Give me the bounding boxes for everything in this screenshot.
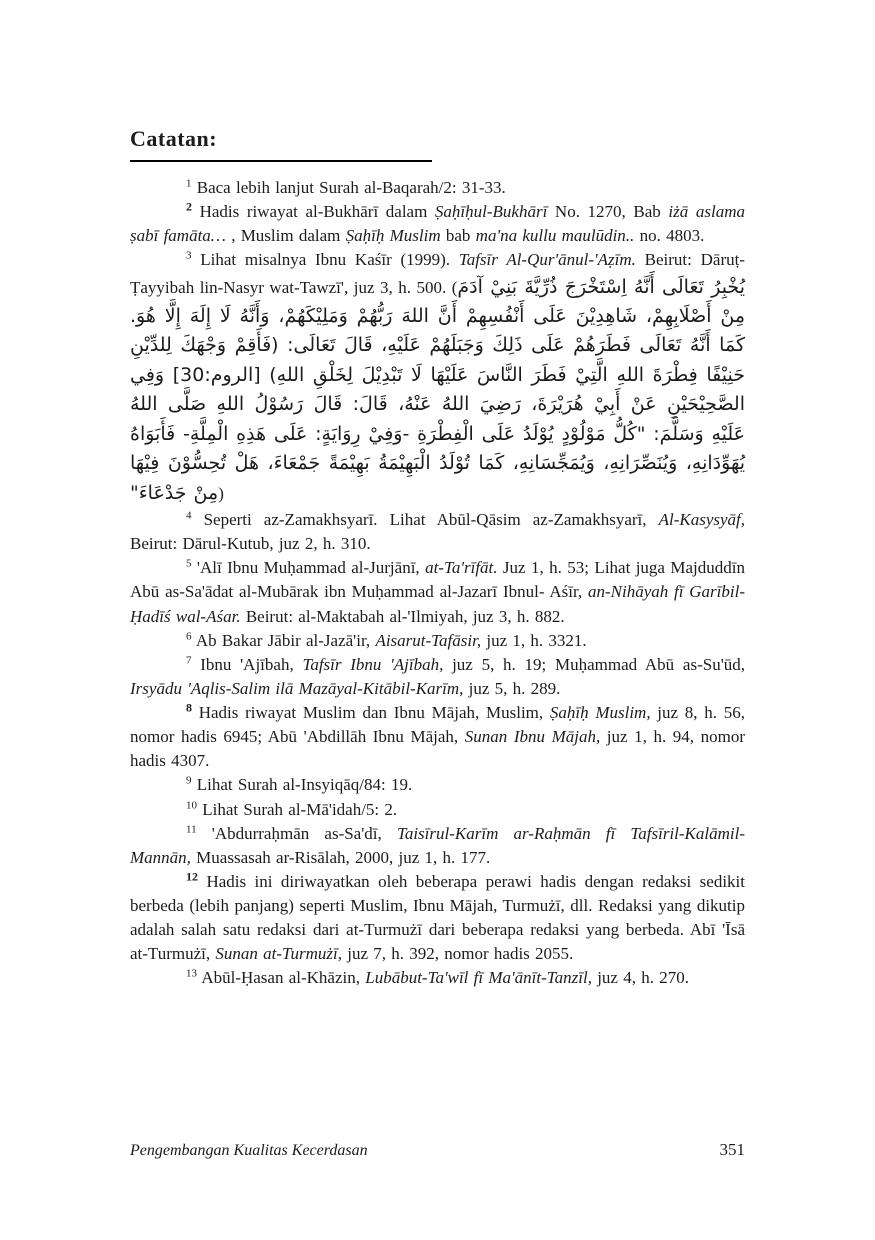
note-text: juz 8, h. 56, nomor hadis 6945; Abū 'Abdillāh Ibnu Mājah, (130, 703, 745, 747)
footnote (130, 701, 745, 773)
footnote-number: 5 (186, 557, 192, 570)
note-text: Baca lebih lanjut Surah al-Baqarah/2: 31-33. (196, 178, 506, 197)
note-text: ) (218, 483, 224, 503)
note-text: Beirut: Dārul-Kutub, juz 2, h. 310. (130, 534, 371, 554)
note-italic-text: Sunan Ibnu Mājah, (464, 727, 601, 747)
footer-book-title: Pengembangan Kualitas Kecerdasan (130, 1142, 368, 1159)
footnote (130, 773, 745, 797)
footnote-number: 6 (186, 629, 192, 642)
footnote-number: 1 (186, 177, 192, 190)
arabic-quotation: يُخْبِرُ تَعَالَى أَنَّهُ اِسْتَخْرَجَ ذُرِّيَّةَ بَنِيْ آدَمَ مِنْ أَصْلَابِهِمْ، شَاهِدِيْنَ عَلَى أَنْفُسِهِمْ أَنَّ اللهَ رَبُّهُمْ وَمَلِيْكَهُمْ، وَأَنَّهُ لَا إِلَهَ إِلَّا هُوَ. كَمَا أَنَّهُ تَعَالَى فَطَرَهُمْ عَلَى ذَلِكَ وَجَبَلَهُمْ عَلَيْهِ، قَالَ تَعَالَى: (فَأَقِمْ وَجْهَكَ لِلدِّيْنِ حَنِيْفًا فِطْرَةَ اللهِ الَّتِيْ فَطَرَ النَّاسَ عَلَيْهَا لَا تَبْدِيْلَ لِخَلْقِ اللهِ) [الروم:30] وَفِي الصَّحِيْحَيْنِ عَنْ أَبِيْ هُرَيْرَةَ، رَضِيَ اللهُ عَنْهُ، قَالَ: قَالَ رَسُوْلُ اللهِ صَلَّى اللهُ عَلَيْهِ وَسَلَّمَ: "كُلُّ مَوْلُوْدٍ يُوْلَدُ عَلَى الْفِطْرَةِ -وَفِيْ رِوَايَةٍ: عَلَى هَذِهِ الْمِلَّةِ- فَأَبَوَاهُ يُهَوِّدَانِهِ، وَيُنَصِّرَانِهِ، وَيُمَجِّسَانِهِ، كَمَا تُوْلَدُ الْبَهِيْمَةُ بَهِيْمَةً جَمْعَاءَ، هَلْ تُحِسُّوْنَ فِيْهَا مِنْ جَدْعَاءَ" (130, 275, 745, 504)
note-text: Hadis riwayat al-Bukhārī dalam (199, 202, 435, 222)
note-italic-text: Tafsīr Al-Qur'ānul-'Aẓīm. (458, 250, 636, 270)
footnote-number: 13 (186, 967, 197, 980)
note-italic-text: Ṣaḥīḥul-Bukhārī (434, 202, 548, 222)
footnote (130, 798, 745, 822)
footnote-number: 12 (186, 869, 198, 884)
note-text: no. 4803. (634, 226, 705, 246)
footnote (130, 629, 745, 653)
footnote-number: 9 (186, 774, 192, 787)
note-italic-text: an-Nihāyah fī Garībil-Ḥadīś wal-Aśar. (130, 582, 745, 626)
page-title: Catatan: (130, 126, 218, 151)
note-text: Hadis riwayat Muslim dan Ibnu Mājah, Muslim, (198, 703, 550, 722)
note-text: Lihat Surah al-Mā'idah/5: 2. (202, 799, 398, 819)
footnote-number: 11 (186, 822, 197, 835)
note-text: Ibnu 'Ajībah, (200, 654, 303, 674)
note-italic-text: iżā aslama ṣabī famāta… (130, 202, 745, 246)
footnote (130, 248, 745, 508)
notes-list (130, 176, 745, 991)
footnote (130, 822, 745, 870)
note-text: bab (440, 226, 476, 246)
title-rule (130, 160, 432, 162)
note-text: Beirut: al-Maktabah al-'Ilmiyah, juz 3, h. 882. (240, 606, 565, 626)
note-text: Lihat Surah al-Insyiqāq/84: 19. (196, 775, 413, 795)
footnote (130, 966, 745, 990)
note-text: Juz 1, h. 53; Lihat juga Majduddīn Abū as-Sa'ādat al-Mubārak ibn Muḥammad al-Jazarī Ibnul- Aśīr, (130, 558, 745, 602)
note-italic-text: ma'na kullu maulūdin.. (475, 226, 635, 246)
note-italic-text: Irsyādu 'Aqlis-Salim ilā Mazāyal-Kitābil-Karīm, (130, 678, 464, 698)
footer (130, 1140, 745, 1160)
note-text: Lihat misalnya Ibnu Kaśīr (1999). (200, 250, 459, 270)
note-italic-text: Ṣaḥīḥ Muslim, (549, 703, 651, 722)
note-italic-text: Aisarut-Tafāsir, (375, 630, 482, 650)
note-italic-text: Ṣaḥīḥ Muslim (345, 226, 441, 246)
note-text: juz 1, h. 94, nomor hadis 4307. (130, 727, 746, 771)
note-text: Hadis ini diriwayatkan oleh beberapa perawi hadis dengan redaksi sedikit berbeda (lebih panjang) seperti Muslim, Ibnu Mājah, Turmużī, dll. Redaksi yang dikutip adalah salah satu redaksi dari at-Turmużī dari beberapa redaksi yang berbeda. Abī 'Īsā at-Turmużī, (130, 871, 745, 964)
footnote-number: 2 (186, 199, 192, 214)
footnote (130, 870, 745, 967)
note-text: Muassasah ar-Risālah, 2000, juz 1, h. 177. (190, 847, 491, 867)
note-text: Ab Bakar Jābir al-Jazā'ir, (195, 630, 376, 650)
note-text: , Muslim dalam (225, 226, 346, 246)
footnote (130, 556, 745, 628)
note-text: 'Alī Ibnu Muḥammad al-Jurjānī, (196, 558, 426, 578)
footer-page-number: 351 (719, 1140, 745, 1159)
footnote-number: 7 (186, 654, 192, 667)
page-content (130, 126, 745, 991)
note-text: juz 4, h. 270. (591, 968, 689, 988)
note-text: Beirut: Dāruṭ-Ṭayyibah lin-Nasyr wat-Tawzī', juz 3, h. 500. ( (130, 250, 745, 297)
note-text: juz 5, h. 289. (463, 678, 561, 698)
footnote (130, 508, 745, 556)
footnote-number: 10 (186, 798, 197, 811)
note-italic-text: Lubābut-Ta'wīl fī Ma'ānīt-Tanzīl, (365, 968, 592, 988)
note-text: juz 7, h. 392, nomor hadis 2055. (342, 944, 574, 964)
note-text: juz 1, h. 3321. (481, 630, 587, 650)
footnote-number: 4 (186, 509, 192, 522)
note-italic-text: Sunan at-Turmużī, (215, 944, 343, 964)
note-text: Abūl-Ḥasan al-Khāzin, (201, 968, 366, 988)
footnote (130, 200, 745, 248)
note-italic-text: Taisīrul-Karīm ar-Raḥmān fī Tafsīril-Kalāmil-Mannān, (130, 823, 746, 867)
footnote-number: 8 (186, 700, 192, 715)
note-text: No. 1270, Bab (547, 202, 669, 222)
footnote (130, 653, 745, 701)
note-text: Seperti az-Zamakhsyarī. Lihat Abūl-Qāsim az-Zamakhsyarī, (203, 510, 659, 529)
note-text: juz 5, h. 19; Muḥammad Abū as-Su'ūd, (443, 654, 746, 674)
note-text: 'Abdurraḥmān as-Sa'dī, (211, 823, 397, 843)
footnote-number: 3 (186, 249, 192, 262)
note-italic-text: at-Ta'rīfāt. (425, 558, 498, 578)
note-italic-text: Tafsīr Ibnu 'Ajībah, (302, 654, 444, 674)
note-italic-text: Al-Kasysyāf, (658, 510, 745, 529)
footnote (130, 176, 745, 200)
